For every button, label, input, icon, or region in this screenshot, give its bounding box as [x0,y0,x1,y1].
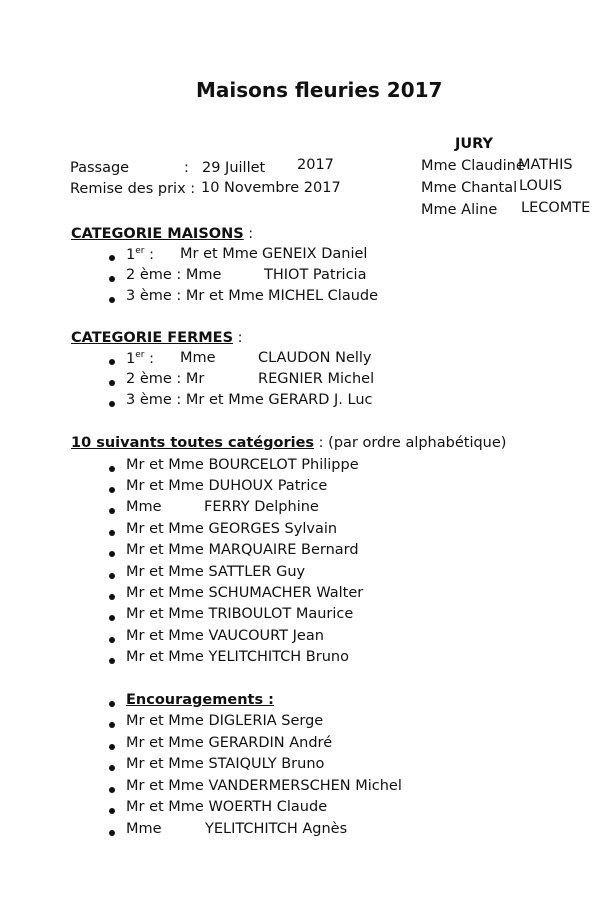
page-title: Maisons fleuries 2017 [196,78,443,102]
jury-member-title: Mme Claudine [421,158,525,174]
jury-title: JURY [455,136,494,152]
list-item: Mr et Mme YELITCHITCH Bruno [126,649,349,665]
list-item: Mr et Mme VAUCOURT Jean [126,628,324,644]
list-item: Mr et Mme VANDERMERSCHEN Michel [126,778,402,794]
passage-label: Passage [70,160,130,176]
civility: Mr et Mme [180,246,258,262]
section-heading-encouragements: Encouragements : [126,692,274,708]
rank-label: 1er : [126,246,154,263]
bullet-icon [109,487,115,493]
bullet-icon [109,701,115,707]
bullet-icon [109,637,115,643]
passage-date: 29 Juillet [202,160,266,176]
list-item: Mr et Mme SCHUMACHER Walter [126,585,364,601]
bullet-icon [109,787,115,793]
section-heading-text: 10 suivants toutes catégories [71,435,315,451]
list-item: Mr et Mme SATTLER Guy [126,564,306,580]
remise-date: 10 Novembre 2017 [201,180,341,196]
remise-label: Remise des prix : [70,181,196,197]
bullet-icon [109,658,115,664]
bullet-icon [109,551,115,557]
section-heading-maisons [71,226,253,242]
list-item: Mme [126,499,162,515]
rank-label: 2 ème : Mme [126,267,222,283]
bullet-icon [109,530,115,536]
section-heading-text: CATEGORIE MAISONS [71,226,244,242]
list-item-name: FERRY Delphine [204,499,319,515]
civility: Mme [180,350,216,366]
rank-label: 1er : [126,350,154,367]
bullet-icon [109,359,115,365]
bullet-icon [109,380,115,386]
bullet-icon [109,722,115,728]
list-item-name: YELITCHITCH Agnès [205,821,348,837]
bullet-icon [109,508,115,514]
winner-name: CLAUDON Nelly [258,350,372,366]
list-item: Mr et Mme GERARDIN André [126,735,333,751]
heading-colon: : [248,226,254,242]
rank-label: 3 ème : Mr et Mme [126,288,264,304]
section-heading-suivants [71,435,506,451]
bullet-icon [109,255,115,261]
bullet-icon [109,466,115,472]
bullet-icon [109,765,115,771]
list-item: Mr et Mme MARQUAIRE Bernard [126,542,359,558]
bullet-icon [109,276,115,282]
list-item: Mr et Mme TRIBOULOT Maurice [126,606,354,622]
jury-member-title: Mme Chantal [421,180,518,196]
list-item: Mr et Mme GEORGES Sylvain [126,521,338,537]
bullet-icon [109,808,115,814]
heading-suffix: : (par ordre alphabétique) [318,435,507,451]
rank-label: 3 ème : Mr et Mme GERARD J. Luc [126,392,373,408]
bullet-icon [109,573,115,579]
list-item: Mr et Mme DUHOUX Patrice [126,478,328,494]
bullet-icon [109,401,115,407]
winner-name: GENEIX Daniel [262,246,368,262]
list-item: Mr et Mme BOURCELOT Philippe [126,457,359,473]
jury-member-title: Mme Aline [421,202,498,218]
list-item: Mme [126,821,162,837]
bullet-icon [109,594,115,600]
list-item: Mr et Mme STAIQULY Bruno [126,756,325,772]
winner-name: THIOT Patricia [264,267,367,283]
list-item: Mr et Mme DIGLERIA Serge [126,713,324,729]
bullet-icon [109,297,115,303]
jury-member-name: LECOMTE [521,200,591,216]
list-item: Mr et Mme WOERTH Claude [126,799,328,815]
bullet-icon [109,744,115,750]
jury-member-name: LOUIS [519,178,563,194]
rank-label: 2 ème : Mr [126,371,205,387]
winner-name: MICHEL Claude [268,288,379,304]
passage-colon: : [184,160,189,176]
passage-year: 2017 [297,157,334,173]
bullet-icon [109,830,115,836]
bullet-icon [109,615,115,621]
section-heading-text: CATEGORIE FERMES [71,330,234,346]
section-heading-fermes [71,330,243,346]
winner-name: REGNIER Michel [258,371,375,387]
heading-colon: : [237,330,243,346]
jury-member-name: MATHIS [518,157,573,173]
